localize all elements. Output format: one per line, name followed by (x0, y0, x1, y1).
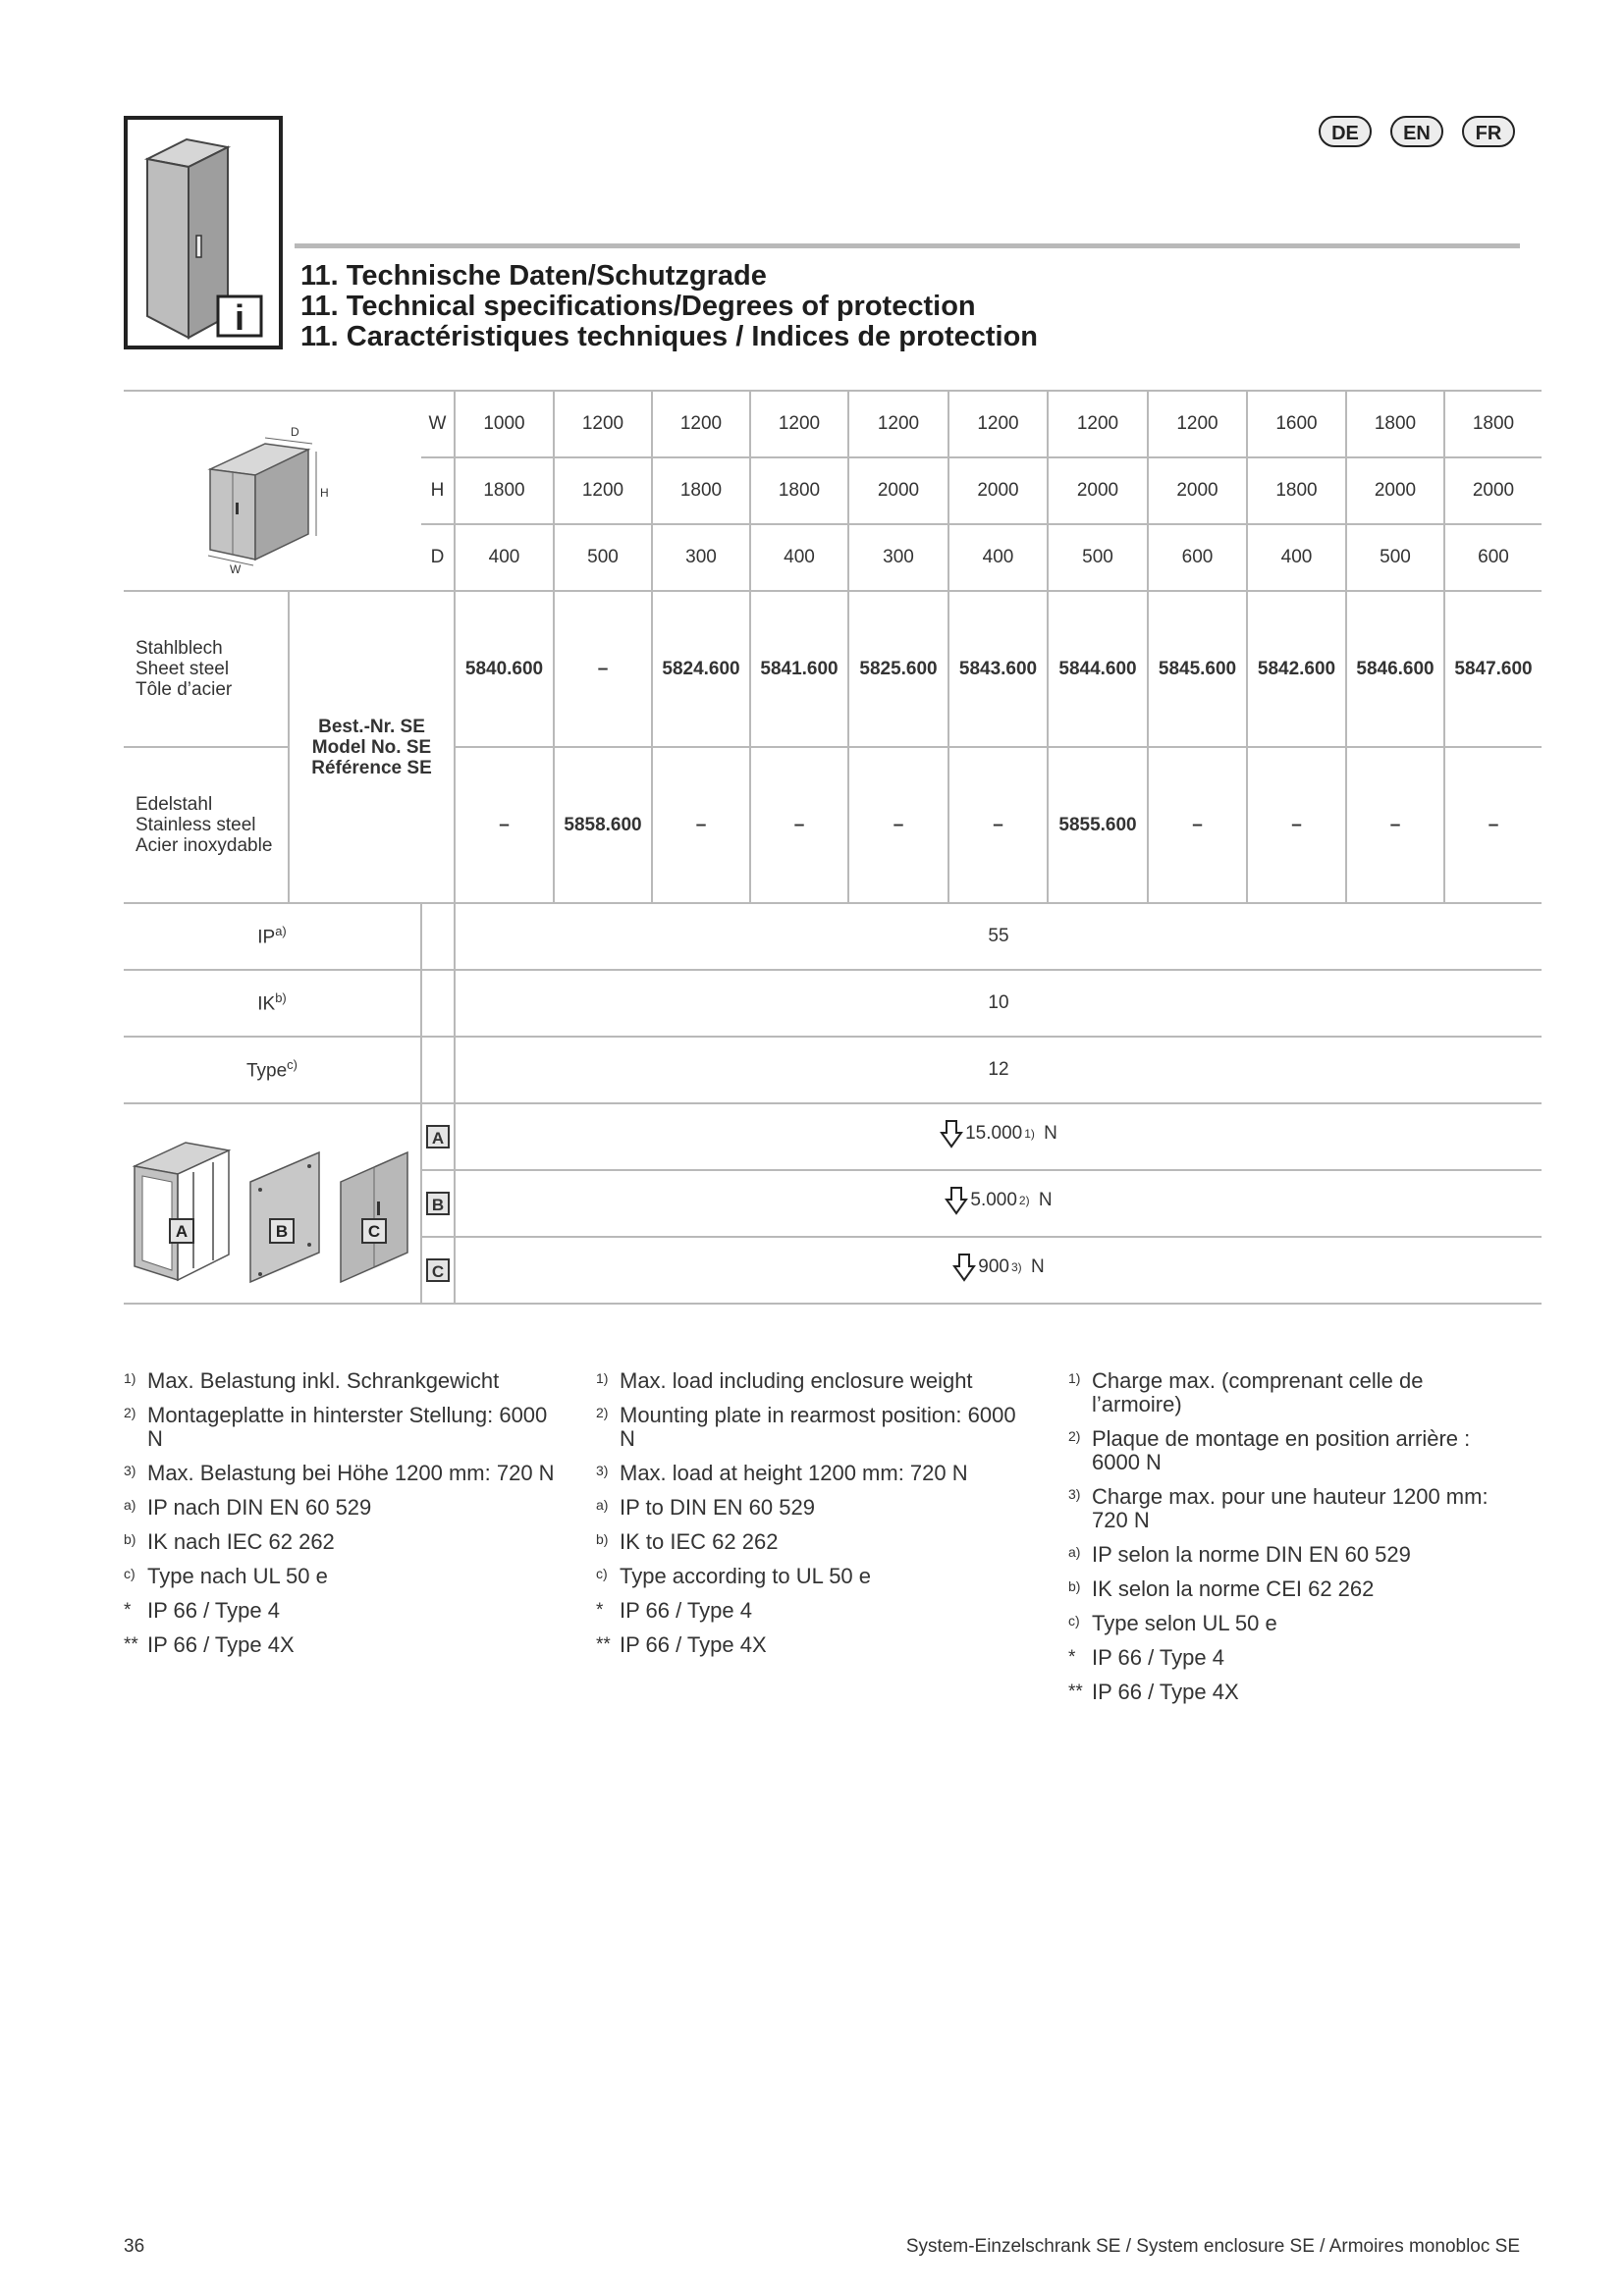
footnote-text: Max. Belastung bei Höhe 1200 mm: 720 N (147, 1461, 555, 1485)
footnote (596, 1599, 1028, 1623)
width-cell: 1600 (1247, 391, 1346, 457)
type-spacer (421, 1037, 455, 1103)
info-icon-letter: i (234, 297, 245, 338)
footnote (1068, 1681, 1500, 1704)
footnote-text: IP to DIN EN 60 529 (620, 1495, 815, 1520)
footnote-text: IP 66 / Type 4X (147, 1632, 295, 1657)
steel-model-cell: 5840.600 (455, 591, 554, 747)
height-cell: 2000 (848, 457, 948, 524)
footnote-text: IK selon la norme CEI 62 262 (1092, 1576, 1375, 1601)
dim-h-label: H (319, 486, 329, 500)
footnote-text: Max. load at height 1200 mm: 720 N (620, 1461, 968, 1485)
diagram-label-b: B (275, 1222, 289, 1241)
footnote-mark: c) (596, 1566, 608, 1581)
footnote-text: Type according to UL 50 e (620, 1564, 872, 1588)
width-cell: 1000 (455, 391, 554, 457)
ip-value: 55 (455, 903, 1542, 970)
steel-model-cell: 5825.600 (848, 591, 948, 747)
depth-cell: 400 (455, 524, 554, 591)
row-ip (124, 903, 1542, 970)
row-ik (124, 970, 1542, 1037)
depth-cell: 400 (750, 524, 848, 591)
footnote-mark: * (1068, 1647, 1076, 1668)
ik-label-sup: b) (275, 990, 287, 1006)
load-c-cell (455, 1237, 1542, 1304)
ip-label-text: IP (257, 927, 276, 948)
width-cell: 1200 (554, 391, 652, 457)
width-cell: 1200 (750, 391, 848, 457)
ip-label (124, 903, 421, 970)
footnote-mark: 1) (596, 1370, 609, 1386)
load-arrow-icon (952, 1253, 976, 1282)
order-label-fr: Référence SE (311, 757, 432, 778)
height-cell: 2000 (1148, 457, 1247, 524)
footnote-mark: a) (1068, 1544, 1081, 1560)
footnote-text: Montageplatte in hinterster Stellung: 6000 N (147, 1403, 548, 1451)
footnote-mark: 1) (1068, 1370, 1081, 1386)
steel-model-cell: 5841.600 (750, 591, 848, 747)
material-stainless-de: Edelstahl (135, 794, 213, 815)
footnote (1068, 1369, 1500, 1416)
row-width (124, 391, 1542, 457)
lang-badge-de: DE (1319, 116, 1372, 147)
material-steel-fr: Tôle d’acier (135, 679, 233, 700)
footnote-text: IK nach IEC 62 262 (147, 1529, 335, 1554)
ip-spacer (421, 903, 455, 970)
footnote (1068, 1543, 1500, 1567)
steel-model-cell: 5847.600 (1444, 591, 1542, 747)
width-cell: 1800 (1346, 391, 1444, 457)
load-letter-c: C (426, 1258, 450, 1282)
load-letter-b: B (426, 1192, 450, 1215)
stainless-model-cell: 5855.600 (1048, 747, 1148, 903)
footnote (596, 1404, 1028, 1451)
steel-model-cell: 5845.600 (1148, 591, 1247, 747)
footnotes-en (596, 1369, 1028, 1668)
title-en: 11. Technical specifications/Degrees of protection (300, 291, 976, 322)
footnote-text: IP 66 / Type 4 (1092, 1645, 1224, 1670)
footnote-text: IP 66 / Type 4 (620, 1598, 752, 1623)
load-letter-cell (421, 1103, 455, 1170)
width-cell: 1800 (1444, 391, 1542, 457)
footnote-mark: ** (124, 1634, 138, 1655)
load-diagram (124, 1103, 421, 1304)
load-b-unit: N (1038, 1190, 1053, 1210)
footnote (596, 1462, 1028, 1485)
stainless-model-cell: – (750, 747, 848, 903)
footnote-mark: 2) (124, 1405, 136, 1420)
order-label-de: Best.-Nr. SE (318, 716, 425, 737)
load-c-value: 900 (978, 1256, 1009, 1277)
dim-label-w: W (421, 391, 455, 457)
depth-cell: 600 (1148, 524, 1247, 591)
footnote-text: Type nach UL 50 e (147, 1564, 328, 1588)
footnote (1068, 1577, 1500, 1601)
width-cell: 1200 (848, 391, 948, 457)
footnote-text: Charge max. (comprenant celle de l’armoire) (1092, 1368, 1424, 1416)
dim-label-h: H (421, 457, 455, 524)
footnote (124, 1530, 556, 1554)
dim-label-d: D (421, 524, 455, 591)
order-number-label (289, 591, 455, 903)
steel-model-cell: 5846.600 (1346, 591, 1444, 747)
stainless-model-cell: 5858.600 (554, 747, 652, 903)
footnote-mark: 3) (1068, 1486, 1081, 1502)
footnote-mark: 2) (1068, 1428, 1081, 1444)
footnote (124, 1462, 556, 1485)
height-cell: 1800 (750, 457, 848, 524)
width-cell: 1200 (948, 391, 1048, 457)
footnote (124, 1565, 556, 1588)
page-number: 36 (124, 2236, 145, 2257)
footnotes-de (124, 1369, 556, 1668)
ik-label-text: IK (257, 993, 276, 1015)
footnote-text: IP 66 / Type 4 (147, 1598, 280, 1623)
load-b-value: 5.000 (970, 1190, 1017, 1210)
material-stainless-en: Stainless steel (135, 815, 256, 835)
height-cell: 2000 (1048, 457, 1148, 524)
footnote-mark: b) (596, 1531, 609, 1547)
footnote (124, 1599, 556, 1623)
height-cell: 2000 (948, 457, 1048, 524)
material-steel-en: Sheet steel (135, 659, 230, 679)
footnote-mark: ** (1068, 1682, 1083, 1702)
footnote (1068, 1612, 1500, 1635)
footnote (1068, 1646, 1500, 1670)
footnote-text: IP 66 / Type 4X (1092, 1680, 1239, 1704)
footnote (596, 1369, 1028, 1393)
type-value: 12 (455, 1037, 1542, 1103)
footnote (124, 1369, 556, 1393)
load-a-unit: N (1044, 1123, 1057, 1144)
ik-label (124, 970, 421, 1037)
footer-text: System-Einzelschrank SE / System enclosure SE / Armoires monobloc SE (905, 2236, 1520, 2257)
footnote-text: Plaque de montage en position arrière : 6000 N (1092, 1426, 1471, 1474)
steel-model-cell: 5842.600 (1247, 591, 1346, 747)
footnote (596, 1496, 1028, 1520)
row-load-a (124, 1103, 1542, 1170)
footnote (596, 1530, 1028, 1554)
title-de: 11. Technische Daten/Schutzgrade (300, 260, 767, 292)
footnotes-fr (1068, 1369, 1500, 1715)
diagram-label-c: C (367, 1222, 381, 1241)
material-label-steel (124, 591, 289, 747)
footnote-mark: c) (1068, 1613, 1080, 1629)
depth-cell: 300 (848, 524, 948, 591)
lang-badge-en: EN (1390, 116, 1443, 147)
footnote-mark: a) (596, 1497, 609, 1513)
footnote-mark: * (124, 1600, 132, 1621)
stainless-model-cell: – (1346, 747, 1444, 903)
height-cell: 2000 (1346, 457, 1444, 524)
depth-cell: 600 (1444, 524, 1542, 591)
material-label-stainless (124, 747, 289, 903)
load-letter-cell (421, 1237, 455, 1304)
ik-spacer (421, 970, 455, 1037)
depth-cell: 400 (1247, 524, 1346, 591)
footnote-mark: 1) (124, 1370, 136, 1386)
header-rule (295, 243, 1520, 248)
height-cell: 1800 (652, 457, 750, 524)
footnote-mark: ** (596, 1634, 611, 1655)
footnote (124, 1633, 556, 1657)
diagram-label-a: A (175, 1222, 189, 1241)
load-b-sup: 2) (1018, 1194, 1030, 1207)
ik-value: 10 (455, 970, 1542, 1037)
type-label (124, 1037, 421, 1103)
row-sheet-steel (124, 591, 1542, 747)
stainless-model-cell: – (1444, 747, 1542, 903)
footnote (1068, 1485, 1500, 1532)
title-fr: 11. Caractéristiques techniques / Indices de protection (300, 321, 1039, 352)
load-b-cell (455, 1170, 1542, 1237)
steel-model-cell: 5843.600 (948, 591, 1048, 747)
height-cell: 2000 (1444, 457, 1542, 524)
width-cell: 1200 (1048, 391, 1148, 457)
lang-badge-fr: FR (1462, 116, 1515, 147)
footnote-mark: b) (1068, 1578, 1081, 1594)
height-cell: 1800 (455, 457, 554, 524)
dim-w-label: W (229, 562, 241, 576)
load-a-sup: 1) (1024, 1127, 1035, 1141)
footnote-mark: 3) (596, 1463, 609, 1478)
order-label-en: Model No. SE (311, 736, 432, 758)
width-cell: 1200 (1148, 391, 1247, 457)
footnote-text: Type selon UL 50 e (1092, 1611, 1277, 1635)
stainless-model-cell: – (1247, 747, 1346, 903)
material-steel-de: Stahlblech (135, 638, 223, 659)
dim-d-label: D (290, 425, 299, 439)
footnote-text: Charge max. pour une hauteur 1200 mm: 720 N (1092, 1484, 1489, 1532)
stainless-model-cell: – (652, 747, 750, 903)
footnote (596, 1633, 1028, 1657)
footnote (596, 1565, 1028, 1588)
footnote-text: Mounting plate in rearmost position: 6000 N (620, 1403, 1016, 1451)
depth-cell: 500 (554, 524, 652, 591)
footnote-text: IK to IEC 62 262 (620, 1529, 779, 1554)
load-a-cell (455, 1103, 1542, 1170)
depth-cell: 300 (652, 524, 750, 591)
stainless-model-cell: – (455, 747, 554, 903)
footnote-text: Max. load including enclosure weight (620, 1368, 973, 1393)
footnote-mark: 3) (124, 1463, 136, 1478)
row-type (124, 1037, 1542, 1103)
footnote-text: IP nach DIN EN 60 529 (147, 1495, 372, 1520)
load-letter-a: A (426, 1125, 450, 1148)
load-arrow-icon (940, 1119, 963, 1148)
steel-model-cell: 5844.600 (1048, 591, 1148, 747)
height-cell: 1800 (1247, 457, 1346, 524)
footnote (124, 1496, 556, 1520)
load-a-value: 15.000 (965, 1123, 1023, 1144)
load-c-sup: 3) (1011, 1260, 1022, 1274)
stainless-model-cell: – (948, 747, 1048, 903)
stainless-model-cell: – (1148, 747, 1247, 903)
stainless-model-cell: – (848, 747, 948, 903)
load-arrow-icon (945, 1186, 968, 1215)
load-letter-cell (421, 1170, 455, 1237)
footnote-text: IP selon la norme DIN EN 60 529 (1092, 1542, 1411, 1567)
dimension-diagram (124, 391, 421, 591)
height-cell: 1200 (554, 457, 652, 524)
depth-cell: 500 (1048, 524, 1148, 591)
footnote-mark: a) (124, 1497, 136, 1513)
width-cell: 1200 (652, 391, 750, 457)
load-c-unit: N (1030, 1256, 1045, 1277)
depth-cell: 500 (1346, 524, 1444, 591)
footnote (1068, 1427, 1500, 1474)
footnote-text: IP 66 / Type 4X (620, 1632, 767, 1657)
steel-model-cell: 5824.600 (652, 591, 750, 747)
depth-cell: 400 (948, 524, 1048, 591)
type-label-text: Type (245, 1060, 288, 1082)
footnote-mark: * (596, 1600, 604, 1621)
footnote-text: Max. Belastung inkl. Schrankgewicht (147, 1368, 500, 1393)
material-stainless-fr: Acier inoxydable (135, 835, 273, 856)
spec-table (124, 390, 1542, 1305)
ip-label-sup: a) (275, 924, 287, 939)
info-cabinet-icon (124, 116, 283, 349)
footnote-mark: c) (124, 1566, 135, 1581)
footnote-mark: 2) (596, 1405, 609, 1420)
steel-model-cell: – (554, 591, 652, 747)
footnote (124, 1404, 556, 1451)
type-label-sup: c) (287, 1057, 298, 1073)
footnote-mark: b) (124, 1531, 136, 1547)
